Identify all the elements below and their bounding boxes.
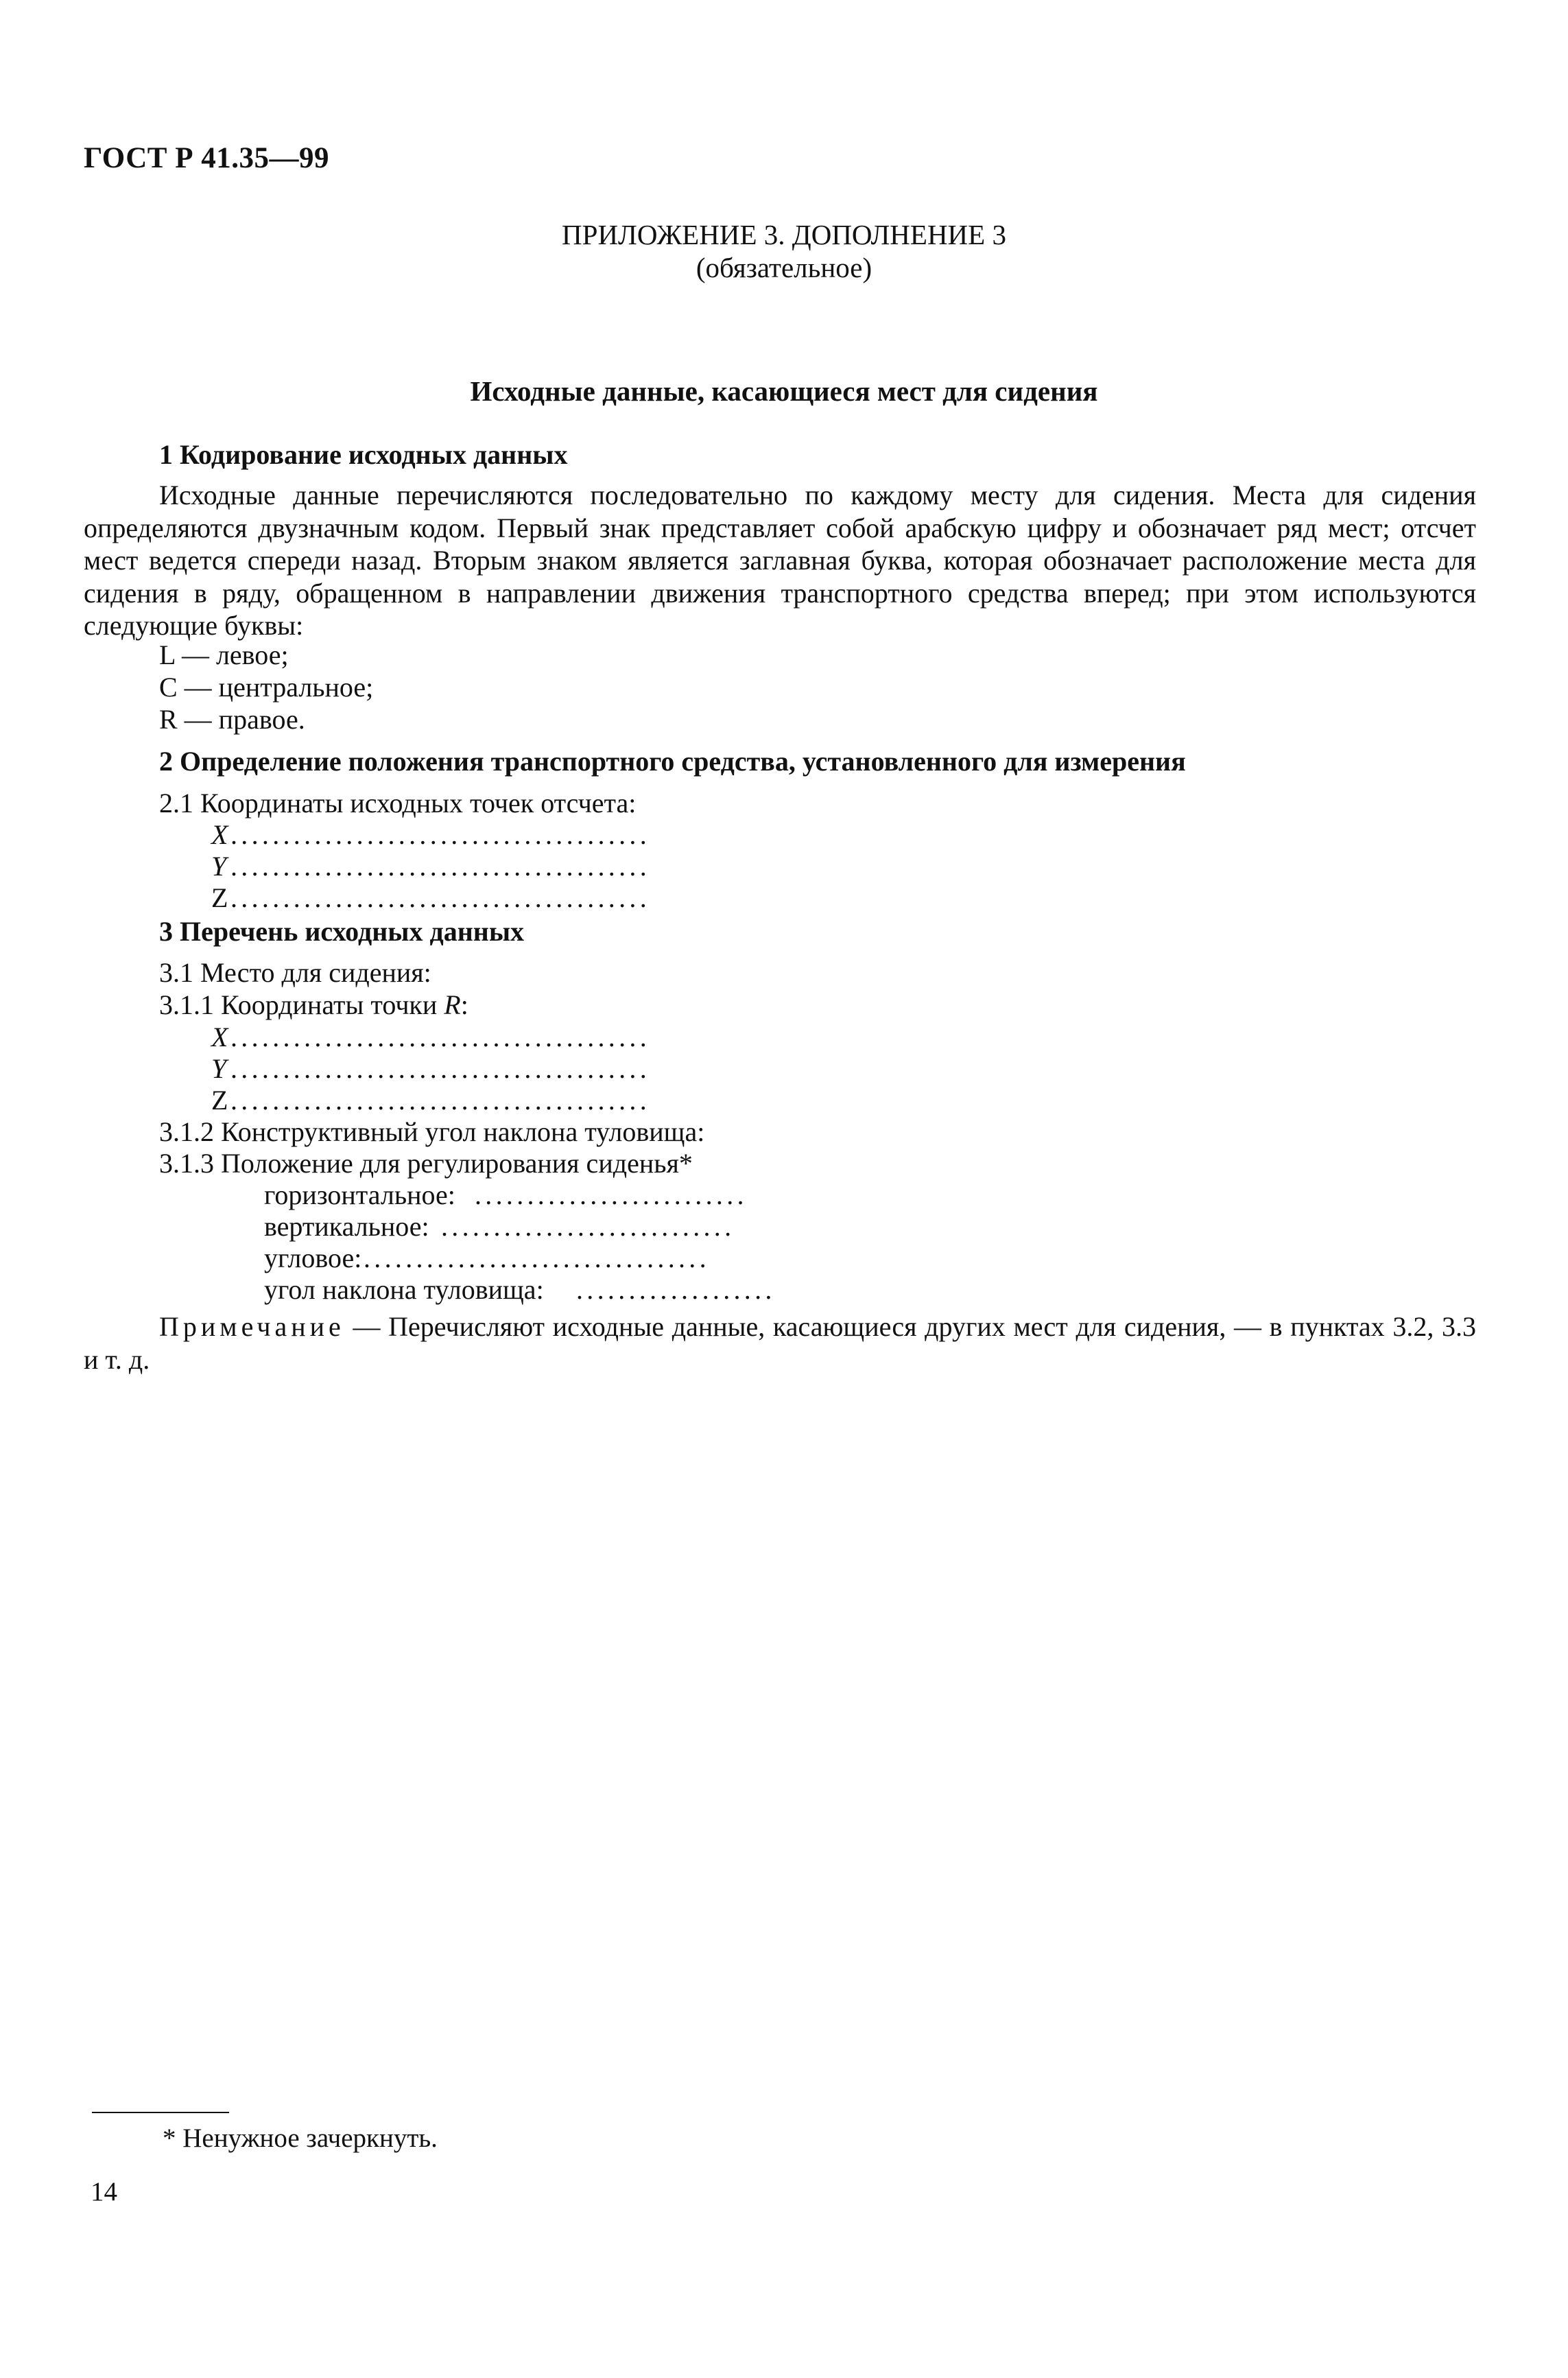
section-2-heading: 2 Определение положения транспортного средства, установленного для измерения	[159, 746, 1186, 777]
item-3-1-1	[159, 989, 468, 1021]
r-coord-leader-x: ........................................	[230, 1022, 650, 1052]
footnote-divider	[92, 2112, 229, 2113]
page-number: 14	[91, 2177, 117, 2206]
standard-code: ГОСТ Р 41.35—99	[84, 142, 330, 174]
adjustment-vertical-label: вертикальное:	[264, 1211, 429, 1242]
note-text: — Перечисляют исходные данные, касающиеся других мест для сидения, — в пунктах 3.2, 3.3 и т. д.	[84, 1311, 1476, 1375]
adjustment-angular-label: угловое:	[264, 1243, 362, 1273]
coord-leader-z: ........................................	[230, 882, 650, 913]
section-1-heading: 1 Кодирование исходных данных	[159, 439, 568, 470]
r-coord-axis-z: Z	[211, 1085, 228, 1116]
section-1-paragraph: Исходные данные перечисляются последовательно по каждому месту для сидения. Места для сидения определяются двузначным кодом. Первый знак представляет собой арабскую цифру и обозначает ряд мест; отсчет мест ведется спереди назад. Вторым знаком является заглавная буква, которая обозначает расположение места для сидения в ряду, обращенном в направлении движения транспортного средства вперед; при этом используются следующие буквы:	[84, 480, 1476, 641]
item-3-1: 3.1 Место для сидения:	[159, 957, 431, 988]
coord-axis-x: X	[211, 819, 228, 850]
coord-leader-y: ........................................	[230, 851, 650, 882]
note-paragraph	[84, 1310, 1476, 1376]
note-label: Примечание	[159, 1311, 345, 1342]
item-2-1: 2.1 Координаты исходных точек отсчета:	[159, 788, 637, 819]
adjustment-torso-angle-leader: ...................	[576, 1274, 776, 1305]
adjustment-angular-leader: .................................	[364, 1243, 710, 1273]
letter-code-left: L — левое;	[159, 639, 289, 670]
item-3-1-3: 3.1.3 Положение для регулирования сиденья*	[159, 1148, 693, 1179]
document-title: Исходные данные, касающиеся мест для сидения	[470, 375, 1098, 407]
point-r-label: R	[444, 989, 461, 1020]
coord-leader-x: ........................................	[230, 819, 650, 850]
appendix-status: (обязательное)	[696, 252, 872, 283]
item-3-1-2: 3.1.2 Конструктивный угол наклона туловища:	[159, 1116, 705, 1147]
coord-axis-z: Z	[211, 882, 228, 913]
adjustment-horizontal-leader: ..........................	[475, 1179, 748, 1210]
appendix-title: ПРИЛОЖЕНИЕ 3. ДОПОЛНЕНИЕ 3	[562, 219, 1006, 250]
adjustment-vertical-leader: ............................	[441, 1211, 735, 1242]
section-3-heading: 3 Перечень исходных данных	[159, 916, 525, 947]
adjustment-horizontal-label: горизонтальное:	[264, 1179, 455, 1210]
r-coord-axis-y: Y	[211, 1053, 227, 1084]
letter-code-right: R — правое.	[159, 704, 305, 735]
footnote: * Ненужное зачеркнуть.	[163, 2123, 438, 2153]
item-3-1-1-prefix: 3.1.1 Координаты точки	[159, 989, 444, 1020]
item-3-1-1-suffix: :	[460, 989, 468, 1020]
coord-axis-y: Y	[211, 851, 227, 882]
r-coord-leader-z: ........................................	[230, 1085, 650, 1116]
adjustment-torso-angle-label: угол наклона туловища:	[264, 1274, 544, 1305]
r-coord-leader-y: ........................................	[230, 1053, 650, 1084]
letter-code-center: C — центральное;	[159, 672, 374, 703]
r-coord-axis-x: X	[211, 1022, 228, 1052]
